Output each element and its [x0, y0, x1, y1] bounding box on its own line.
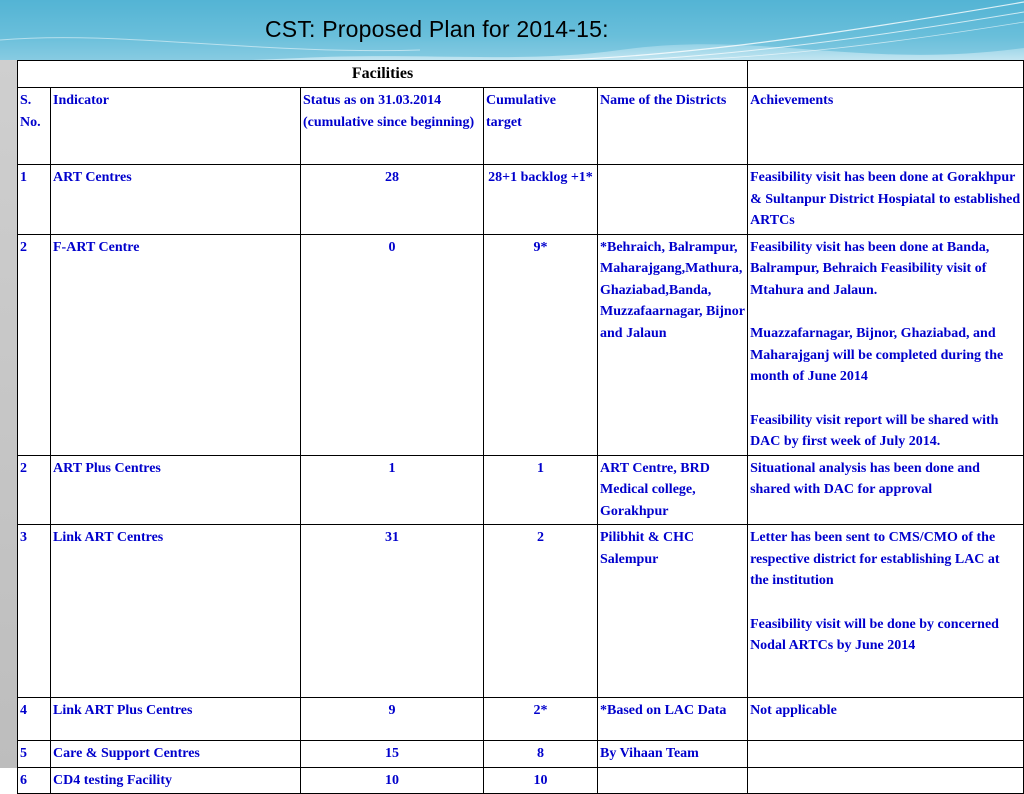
facilities-header: Facilities: [18, 61, 748, 88]
row-sno: 4: [18, 698, 51, 741]
row-districts: [598, 165, 748, 235]
achievement-text: Feasibility visit has been done at Banda, Balrampur, Behraich Feasibility visit of Mtahura and Jalaun.: [750, 239, 990, 298]
achievement-text: Not applicable: [750, 703, 837, 718]
row-districts: *Behraich, Balrampur, Maharajgang,Mathura, Ghaziabad,Banda, Muzzafaarnagar, Bijnor and Jalaun: [598, 234, 748, 455]
row-achievements: [748, 525, 1024, 698]
table-row: [18, 165, 1024, 235]
col-header-districts: Name of the Districts: [598, 88, 748, 165]
row-target: 10: [484, 767, 598, 794]
row-indicator: F-ART Centre: [51, 234, 301, 455]
col-header-status: Status as on 31.03.2014 (cumulative since beginning): [301, 88, 484, 165]
achievement-text: Muazzafarnagar, Bijnor, Ghaziabad, and Maharajganj will be completed during the month of June 2014: [750, 326, 1004, 384]
row-sno: 2: [18, 455, 51, 525]
row-status: 0: [301, 234, 484, 455]
empty-header-cell: [748, 61, 1024, 88]
row-sno: 3: [18, 525, 51, 698]
row-indicator: Link ART Centres: [51, 525, 301, 698]
row-districts: ART Centre, BRD Medical college, Gorakhpur: [598, 455, 748, 525]
row-sno: 5: [18, 741, 51, 768]
table-row: [18, 767, 1024, 794]
row-districts: Pilibhit & CHC Salempur: [598, 525, 748, 698]
row-sno: 1: [18, 165, 51, 235]
slide-title: CST: Proposed Plan for 2014-15:: [265, 16, 609, 42]
row-status: 31: [301, 525, 484, 698]
row-indicator: Care & Support Centres: [51, 741, 301, 768]
row-achievements: [748, 455, 1024, 525]
col-header-target: Cumulative target: [484, 88, 598, 165]
row-indicator: Link ART Plus Centres: [51, 698, 301, 741]
col-header-indicator: Indicator: [51, 88, 301, 165]
row-districts: *Based on LAC Data: [598, 698, 748, 741]
row-indicator: CD4 testing Facility: [51, 767, 301, 794]
table-row: [18, 698, 1024, 741]
row-status: 1: [301, 455, 484, 525]
achievement-text: Situational analysis has been done and shared with DAC for approval: [750, 460, 980, 497]
row-target: 9*: [484, 234, 598, 455]
row-achievements: [748, 767, 1024, 794]
group-header-row: [18, 61, 1024, 88]
table-row: [18, 525, 1024, 698]
left-margin-strip: [0, 60, 18, 768]
row-status: 10: [301, 767, 484, 794]
table-row: [18, 741, 1024, 768]
row-indicator: ART Centres: [51, 165, 301, 235]
row-districts: [598, 767, 748, 794]
column-header-row: [18, 88, 1024, 165]
achievement-text: Feasibility visit will be done by concerned Nodal ARTCs by June 2014: [750, 616, 999, 653]
achievement-text: Feasibility visit has been done at Gorakhpur & Sultanpur District Hospiatal to established ARTCs: [750, 170, 1021, 228]
table-row: [18, 455, 1024, 525]
table-row: [18, 234, 1024, 455]
facilities-plan-table: [17, 60, 1024, 794]
row-achievements: [748, 234, 1024, 455]
row-target: 8: [484, 741, 598, 768]
row-sno: 2: [18, 234, 51, 455]
row-districts: By Vihaan Team: [598, 741, 748, 768]
row-status: 9: [301, 698, 484, 741]
row-indicator: ART Plus Centres: [51, 455, 301, 525]
col-header-achievements: Achievements: [748, 88, 1024, 165]
row-status: 28: [301, 165, 484, 235]
row-sno: 6: [18, 767, 51, 794]
row-target: 1: [484, 455, 598, 525]
row-achievements: [748, 741, 1024, 768]
row-status: 15: [301, 741, 484, 768]
achievement-text: Feasibility visit report will be shared with DAC by first week of July 2014.: [750, 412, 999, 449]
row-target: 28+1 backlog +1*: [484, 165, 598, 235]
row-achievements: [748, 698, 1024, 741]
row-target: 2*: [484, 698, 598, 741]
achievement-text: Letter has been sent to CMS/CMO of the respective district for establishing LAC at the institution: [750, 530, 1000, 588]
row-target: 2: [484, 525, 598, 698]
col-header-sno: S. No.: [18, 88, 51, 165]
row-achievements: [748, 165, 1024, 235]
